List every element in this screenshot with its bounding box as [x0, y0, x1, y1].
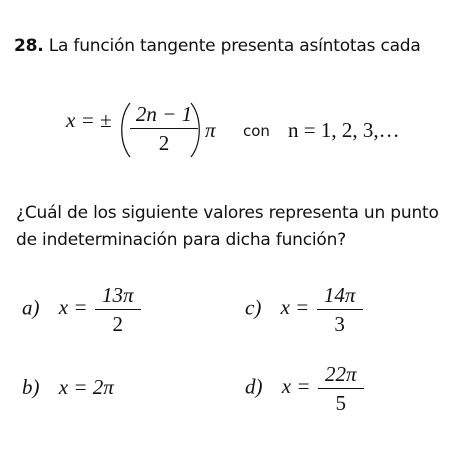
- option-d-numerator: 22π: [324, 362, 357, 386]
- option-a-numerator: 13π: [101, 283, 134, 307]
- right-parenthesis: [189, 101, 203, 159]
- formula-lhs: x = ±: [66, 108, 112, 132]
- option-a-label: a): [22, 295, 40, 320]
- formula-factor: π: [205, 118, 216, 142]
- option-b[interactable]: [22, 375, 114, 400]
- option-b-lhs: x = 2π: [58, 375, 114, 399]
- formula-fraction: [130, 102, 198, 155]
- option-a-bar: [95, 309, 141, 310]
- formula-connector: con: [243, 122, 270, 140]
- option-c[interactable]: [245, 283, 363, 336]
- fraction-bar: [130, 128, 198, 129]
- prompt-line-2: de indeterminación para dicha función?: [16, 230, 347, 250]
- option-d[interactable]: [245, 362, 364, 415]
- option-a-denominator: 2: [112, 312, 123, 337]
- asymptote-formula: [66, 108, 112, 133]
- question-statement: [14, 36, 421, 56]
- option-c-bar: [317, 309, 363, 310]
- option-c-numerator: 14π: [323, 283, 356, 307]
- option-b-label: b): [22, 375, 40, 399]
- statement-text: La función tangente presenta asíntotas cada: [48, 36, 421, 56]
- option-d-denominator: 5: [335, 391, 346, 416]
- option-a[interactable]: [22, 283, 141, 336]
- option-d-lhs: x =: [281, 374, 311, 399]
- formula-denominator: 2: [158, 131, 170, 156]
- prompt-line-1: ¿Cuál de los siguiente valores representa un punto: [16, 203, 439, 223]
- option-c-lhs: x =: [280, 295, 310, 320]
- question-number: 28.: [14, 36, 44, 56]
- option-d-bar: [318, 388, 364, 389]
- option-c-denominator: 3: [334, 312, 345, 337]
- option-c-label: c): [245, 295, 262, 320]
- option-d-label: d): [245, 374, 263, 399]
- formula-condition: n = 1, 2, 3,…: [288, 118, 400, 142]
- formula-numerator: 2n − 1: [135, 102, 193, 126]
- option-a-lhs: x =: [58, 295, 88, 320]
